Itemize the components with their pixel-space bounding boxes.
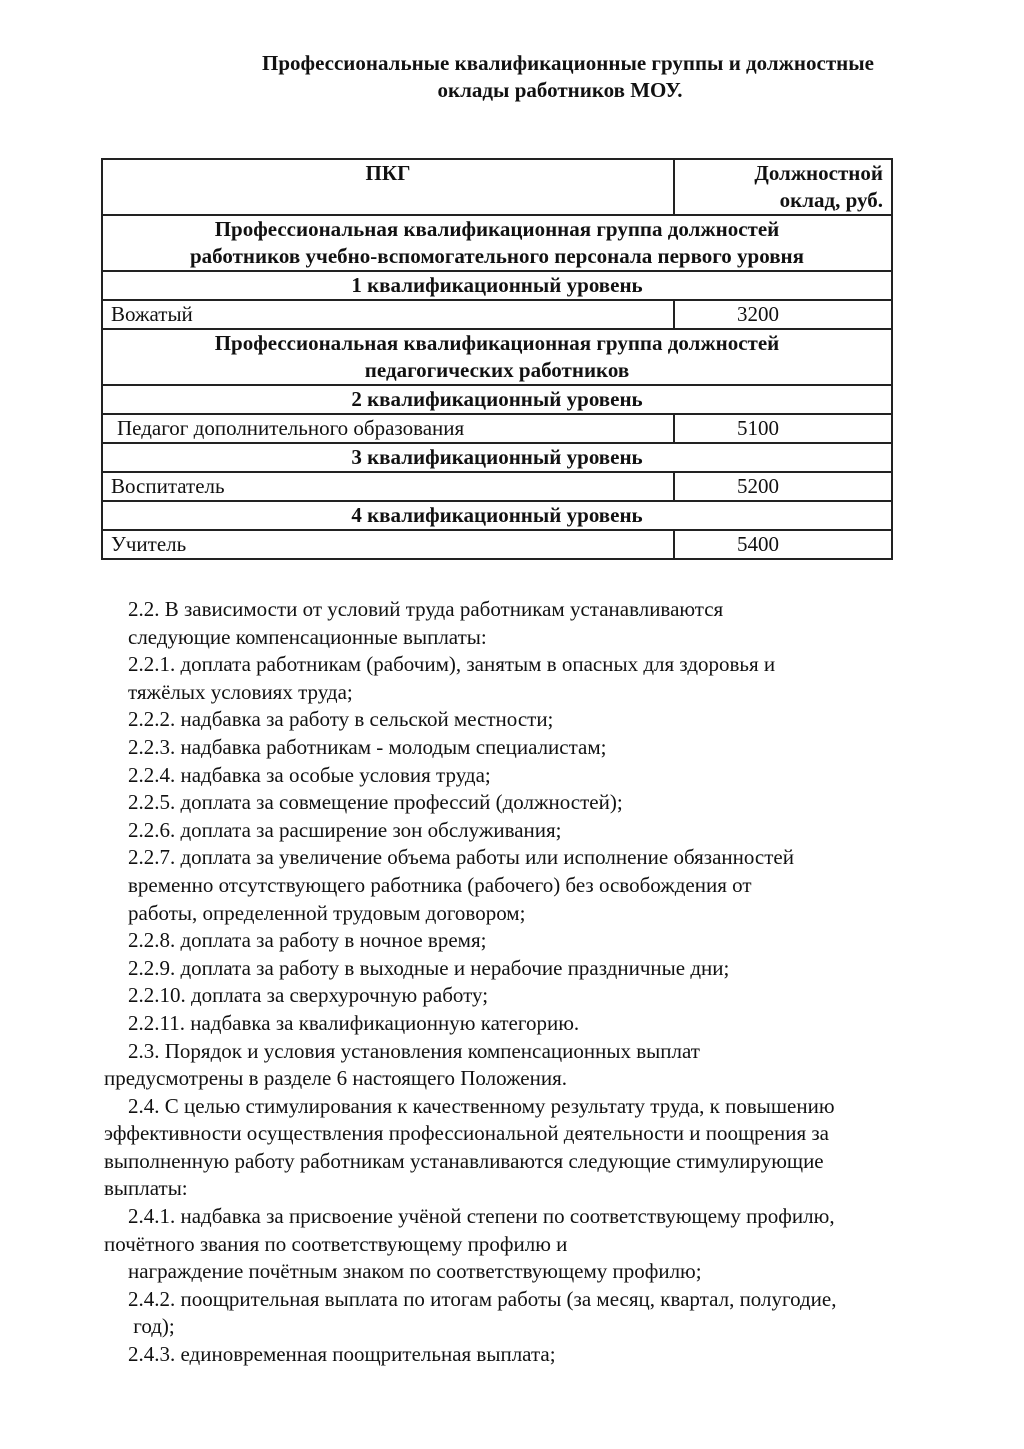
paragraph-2-2-1: 2.2.1. доплата работникам (рабочим), занятым в опасных для здоровья и xyxy=(128,652,776,677)
paragraph-line: почётного звания по соответствующему профилю и xyxy=(104,1231,568,1256)
document-title xyxy=(100,50,1020,104)
paragraph-2-2-2: 2.2.2. надбавка за работу в сельской местности; xyxy=(128,707,554,732)
salary-cell: 3200 xyxy=(674,300,892,329)
table-row xyxy=(102,530,892,559)
table-row xyxy=(102,414,892,443)
paragraph-line: предусмотрены в разделе 6 настоящего Положения. xyxy=(104,1066,568,1091)
paragraph-2-2-6: 2.2.6. доплата за расширение зон обслуживания; xyxy=(128,817,562,842)
table-header-row xyxy=(102,159,892,215)
level-row xyxy=(102,501,892,530)
paragraph-2-3: 2.3. Порядок и условия установления компенсационных выплат xyxy=(128,1038,700,1063)
paragraph-line: выплаты: xyxy=(104,1176,188,1201)
paragraph-2-2-7: 2.2.7. доплата за увеличение объема работы или исполнение обязанностей xyxy=(128,845,794,870)
level-row xyxy=(102,443,892,472)
paragraph-2-2-8: 2.2.8. доплата за работу в ночное время; xyxy=(128,928,487,953)
table-row xyxy=(102,300,892,329)
header-salary-line-1: Должностной xyxy=(754,161,883,185)
paragraph-2-4-2: 2.4.2. поощрительная выплата по итогам работы (за месяц, квартал, полугодие, xyxy=(128,1286,837,1311)
group-row xyxy=(102,215,892,271)
paragraph-line: эффективности осуществления профессиональной деятельности и поощрения за xyxy=(104,1121,829,1146)
level-label: 4 квалификационный уровень xyxy=(102,501,892,530)
paragraph-2-4-3: 2.4.3. единовременная поощрительная выплата; xyxy=(128,1342,556,1367)
level-label: 1 квалификационный уровень xyxy=(102,271,892,300)
salary-cell: 5200 xyxy=(674,472,892,501)
level-label: 2 квалификационный уровень xyxy=(102,385,892,414)
paragraph-2-4: 2.4. С целью стимулирования к качественному результату труда, к повышению xyxy=(128,1093,835,1118)
salary-cell: 5400 xyxy=(674,530,892,559)
position-cell: Воспитатель xyxy=(102,472,674,501)
paragraph-line: год); xyxy=(128,1314,175,1339)
salary-cell: 5100 xyxy=(674,414,892,443)
paragraph-2-2-10: 2.2.10. доплата за сверхурочную работу; xyxy=(128,983,489,1008)
document-body xyxy=(104,596,964,1369)
position-cell: Педагог дополнительного образования xyxy=(102,414,674,443)
level-row xyxy=(102,271,892,300)
group-title-line-1: Профессиональная квалификационная группа должностей xyxy=(214,217,780,241)
paragraph-2-4-1: 2.4.1. надбавка за присвоение учёной степени по соответствующему профилю, xyxy=(128,1204,835,1229)
group-title-line-2: педагогических работников xyxy=(364,358,630,382)
paragraph-2-2-4: 2.2.4. надбавка за особые условия труда; xyxy=(128,762,491,787)
paragraph-2-2-5: 2.2.5. доплата за совмещение профессий (должностей); xyxy=(128,790,623,815)
paragraph-line: временно отсутствующего работника (рабочего) без освобождения от xyxy=(128,872,752,897)
table-row xyxy=(102,472,892,501)
group-title-line-2: работников учебно-вспомогательного персонала первого уровня xyxy=(189,244,805,268)
position-cell: Вожатый xyxy=(102,300,674,329)
header-salary xyxy=(674,159,892,215)
paragraph-line: работы, определенной трудовым договором; xyxy=(128,900,526,925)
paragraph-line: награждение почётным знаком по соответствующему профилю; xyxy=(128,1259,702,1284)
title-line-1: Профессиональные квалификационные группы и должностные xyxy=(262,51,874,75)
group-title xyxy=(102,215,892,271)
position-cell: Учитель xyxy=(102,530,674,559)
group-title xyxy=(102,329,892,385)
group-row xyxy=(102,329,892,385)
level-row xyxy=(102,385,892,414)
title-line-2: оклады работников МОУ. xyxy=(437,78,683,102)
level-label: 3 квалификационный уровень xyxy=(102,443,892,472)
header-salary-line-2: оклад, руб. xyxy=(779,188,883,212)
paragraph-line: следующие компенсационные выплаты: xyxy=(128,624,487,649)
paragraph-2-2-11: 2.2.11. надбавка за квалификационную категорию. xyxy=(128,1010,580,1035)
paragraph-2-2-9: 2.2.9. доплата за работу в выходные и нерабочие праздничные дни; xyxy=(128,955,730,980)
paragraph-2-2: 2.2. В зависимости от условий труда работникам устанавливаются xyxy=(128,597,724,621)
paragraph-line: выполненную работу работникам устанавливаются следующие стимулирующие xyxy=(104,1148,824,1173)
group-title-line-1: Профессиональная квалификационная группа должностей xyxy=(214,331,780,355)
header-pkg: ПКГ xyxy=(102,159,674,215)
paragraph-line: тяжёлых условиях труда; xyxy=(128,679,353,704)
paragraph-2-2-3: 2.2.3. надбавка работникам - молодым специалистам; xyxy=(128,734,607,759)
salary-table xyxy=(101,158,893,560)
